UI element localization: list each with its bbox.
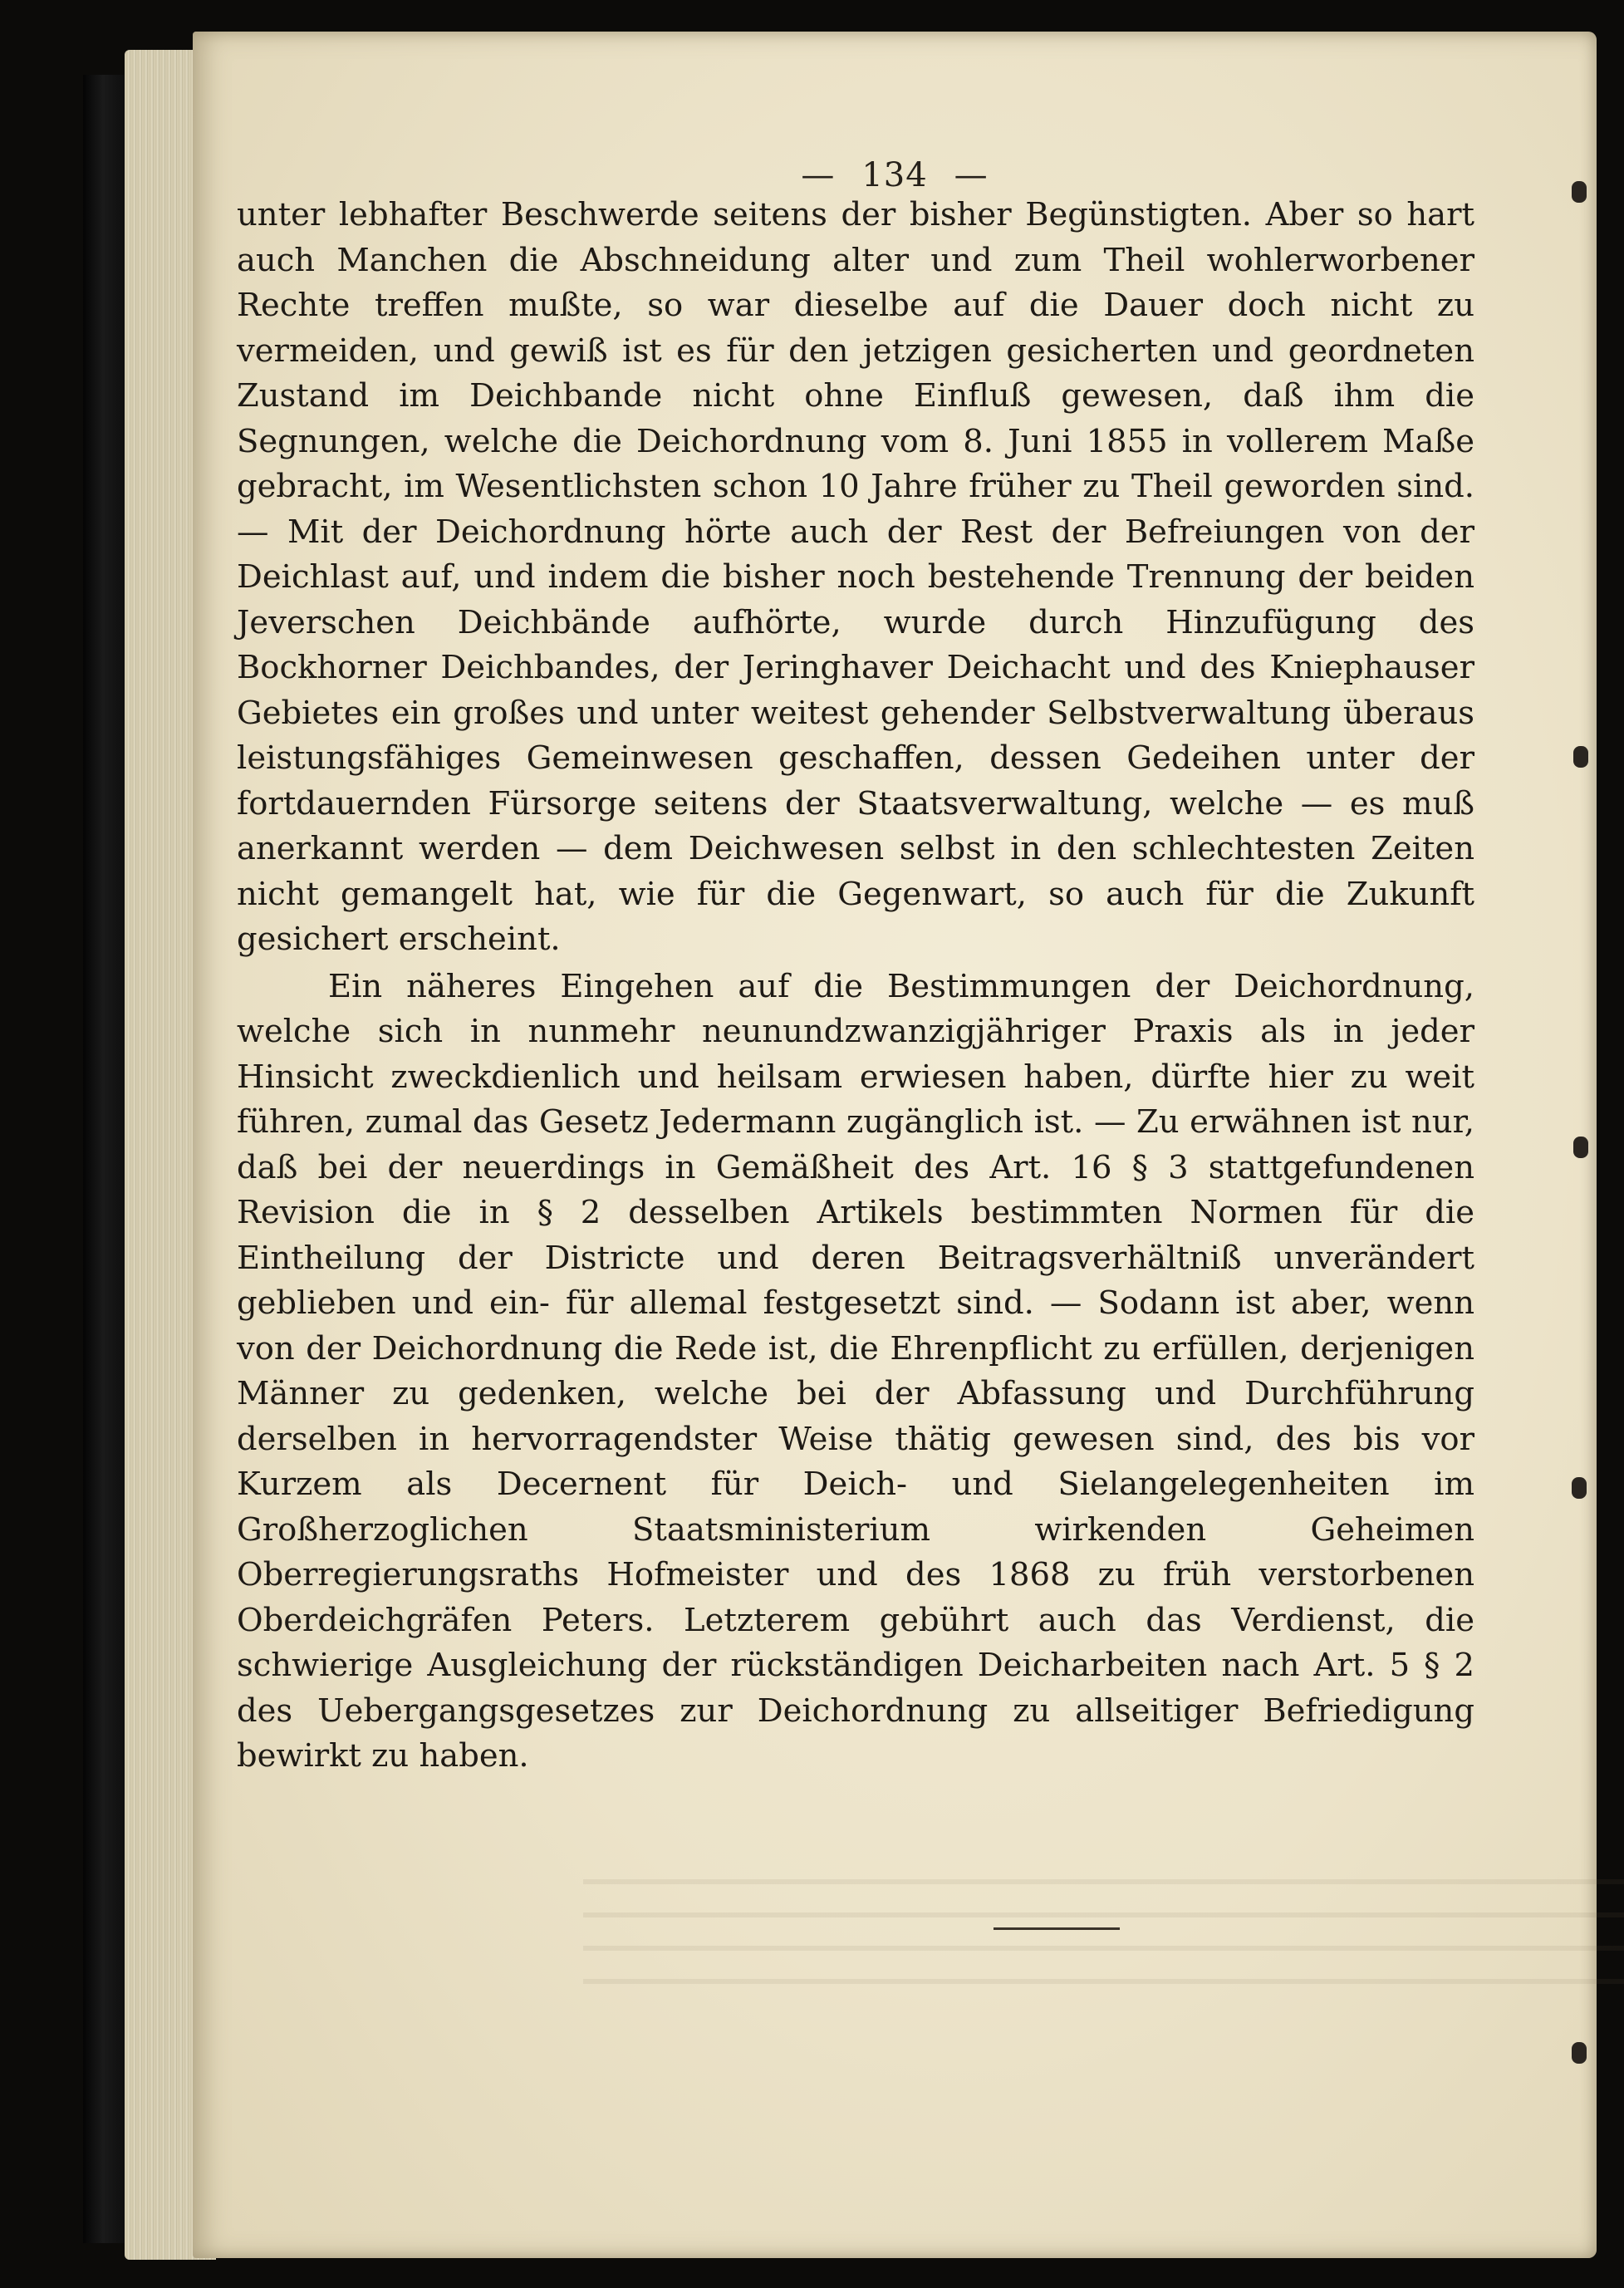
paragraph-2: Ein näheres Eingehen auf die Bestimmungen der Deichordnung, welche sich in nunmehr neunundzwanzigjähriger Praxis als in jeder Hinsicht zweckdienlich und heilsam erwiesen haben, dürfte hier zu weit führen, zumal das Gesetz Jedermann zugänglich ist. — Zu erwähnen ist nur, daß bei der neuerdings in Gemäßheit des Art. 16 § 3 stattgefundenen Revision die in § 2 desselben Artikels bestimmten Normen für die Eintheilung der Districte und deren Beitragsverhältniß unverändert geblieben und ein- für allemal festgesetzt sind. — Sodann ist aber, wenn von der Deichordnung die Rede ist, die Ehrenpflicht zu erfüllen, derjenigen Männer zu gedenken, welche bei der Abfassung und Durchführung derselben in hervorragendster Weise thätig gewesen sind, des bis vor Kurzem als Decernent für Deich- und Sielangelegenheiten im Großherzoglichen Staatsministerium wirkenden Geheimen Oberregierungsraths Hofmeister und des 1868 zu früh verstorbenen Oberdeichgräfen Peters. Letzterem gebührt auch das Verdienst, die schwierige Ausgleichung der rückständigen Deicharbeiten nach Art. 5 § 2 des Uebergangsgesetzes zur Deichordnung zu allseitiger Befriedigung bewirkt zu haben. [237,967,1474,1775]
page-number: 134 [861,156,928,194]
binding-hole [1572,181,1587,203]
binding-hole [1572,2042,1587,2064]
page-number-dash-left: — [801,156,836,194]
bleed-through-text [583,1851,1624,2001]
binding-hole [1573,1137,1588,1158]
binding-hole [1572,1477,1587,1499]
page-number-header [193,156,1597,194]
section-separator-line [994,1927,1120,1930]
binding-hole [1573,746,1588,768]
page-number-dash-right: — [954,156,989,194]
paragraph-1: unter lebhafter Beschwerde seitens der bisher Begünstigten. Aber so hart auch Manchen die Abschneidung alter und zum Theil wohlerworbener Rechte treffen mußte, so war dieselbe auf die Dauer doch nicht zu vermeiden, und gewiß ist es für den jetzigen gesicherten und geordneten Zustand im Deichbande nicht ohne Einfluß gewesen, daß ihm die Segnungen, welche die Deichordnung vom 8. Juni 1855 in vollerem Maße gebracht, im Wesentlichsten schon 10 Jahre früher zu Theil geworden sind. — Mit der Deichordnung hörte auch der Rest der Befreiungen von der Deichlast auf, und indem die bisher noch bestehende Trennung der beiden Jeverschen Deichbände aufhörte, wurde durch Hinzufügung des Bockhorner Deichbandes, der Jeringhaver Deichacht und des Kniephauser Gebietes ein großes und unter weitest gehender Selbstverwaltung überaus leistungsfähiges Gemeinwesen geschaffen, dessen Gedeihen unter der fortdauernden Fürsorge seitens der Staatsverwaltung, welche — es muß anerkannt werden — dem Deichwesen selbst in den schlechtesten Zeiten nicht gemangelt hat, wie für die Gegenwart, so auch für die Zukunft gesichert erscheint. [237,196,1474,958]
text-body [237,193,1474,1780]
